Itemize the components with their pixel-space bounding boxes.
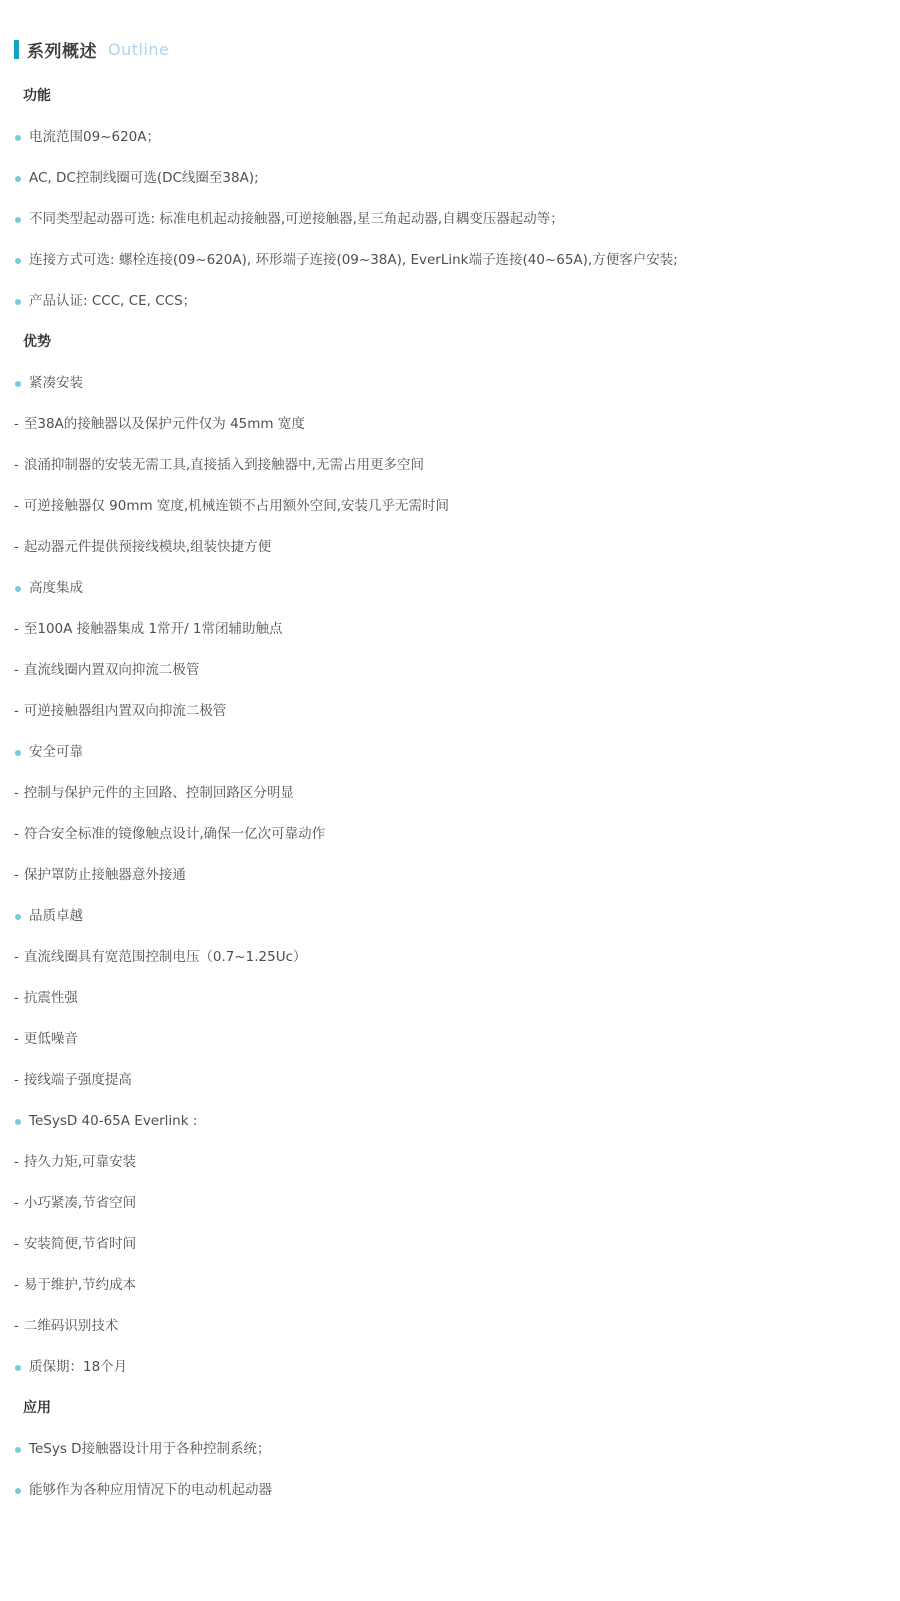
list-item xyxy=(14,456,870,475)
list-item xyxy=(14,1194,870,1213)
list-item xyxy=(14,1071,870,1090)
dash-marker: - xyxy=(14,1195,19,1211)
list-item xyxy=(14,210,870,229)
list-item-text: 抗震性强 xyxy=(23,990,78,1006)
list-item-text: TeSys D接触器设计用于各种控制系统； xyxy=(29,1441,271,1457)
list-item xyxy=(14,907,870,926)
list-item-text: 产品认证: CCC, CE, CCS； xyxy=(29,293,197,309)
list-item xyxy=(14,702,870,721)
content-sections xyxy=(14,87,870,1500)
list-item xyxy=(14,497,870,516)
dash-marker: - xyxy=(14,1277,19,1293)
list-item-text: 符合安全标准的镜像触点设计,确保一亿次可靠动作 xyxy=(23,826,326,842)
bullet-dot-icon xyxy=(15,135,21,141)
list-item-text: 持久力矩,可靠安装 xyxy=(23,1154,137,1170)
list-item xyxy=(14,620,870,639)
list-item-text: AC, DC控制线圈可选(DC线圈至38A); xyxy=(29,170,259,186)
list-item-text: 连接方式可选: 螺栓连接(09~620A), 环形端子连接(09~38A), EverLink端子连接(40~65A),方便客户安装; xyxy=(29,252,678,268)
list-item xyxy=(14,1440,870,1459)
list-item xyxy=(14,415,870,434)
list-item xyxy=(14,1358,870,1377)
subsection-heading: 应用 xyxy=(23,1400,51,1416)
bullet-dot-icon xyxy=(15,1365,21,1371)
title-accent-bar-icon xyxy=(14,40,19,59)
page-title-en: Outline xyxy=(108,39,170,59)
dash-marker: - xyxy=(14,990,19,1006)
page-title xyxy=(14,38,870,60)
dash-marker: - xyxy=(14,826,19,842)
bullet-dot-icon xyxy=(15,1119,21,1125)
list-item xyxy=(14,579,870,598)
dash-marker: - xyxy=(14,949,19,965)
list-item xyxy=(14,1112,870,1131)
dash-marker: - xyxy=(14,1031,19,1047)
subsection-heading: 优势 xyxy=(23,334,51,350)
dash-marker: - xyxy=(14,1318,19,1334)
list-item xyxy=(14,661,870,680)
bullet-dot-icon xyxy=(15,750,21,756)
list-item xyxy=(14,1153,870,1172)
list-item-text: 二维码识别技术 xyxy=(23,1318,119,1334)
list-item xyxy=(14,784,870,803)
list-item-text: 接线端子强度提高 xyxy=(23,1072,132,1088)
list-item xyxy=(14,1030,870,1049)
list-item xyxy=(14,948,870,967)
list-item xyxy=(14,1276,870,1295)
bullet-dot-icon xyxy=(15,176,21,182)
list-item-text: TeSysD 40-65A Everlink : xyxy=(29,1113,198,1129)
list-item-text: 可逆接触器组内置双向抑流二极管 xyxy=(23,703,227,719)
list-item-text: 浪涌抑制器的安装无需工具,直接插入到接触器中,无需占用更多空间 xyxy=(23,457,424,473)
list-item xyxy=(14,1317,870,1336)
subsection-heading: 功能 xyxy=(23,88,51,104)
list-item-text: 质保期：18个月 xyxy=(29,1359,128,1375)
dash-marker: - xyxy=(14,662,19,678)
page-title-zh: 系列概述 xyxy=(27,41,97,62)
dash-marker: - xyxy=(14,416,19,432)
list-item-text: 能够作为各种应用情况下的电动机起动器 xyxy=(29,1482,272,1498)
list-item-text: 直流线圈具有宽范围控制电压（0.7~1.25Uc） xyxy=(23,949,307,965)
list-item-text: 可逆接触器仅 90mm 宽度,机械连锁不占用额外空间,安装几乎无需时间 xyxy=(23,498,450,514)
dash-marker: - xyxy=(14,498,19,514)
dash-marker: - xyxy=(14,621,19,637)
list-item-text: 紧凑安装 xyxy=(29,375,83,391)
list-item xyxy=(14,989,870,1008)
list-item-text: 保护罩防止接触器意外接通 xyxy=(23,867,186,883)
dash-marker: - xyxy=(14,539,19,555)
bullet-dot-icon xyxy=(15,258,21,264)
dash-marker: - xyxy=(14,457,19,473)
bullet-dot-icon xyxy=(15,914,21,920)
bullet-dot-icon xyxy=(15,217,21,223)
dash-marker: - xyxy=(14,785,19,801)
list-item xyxy=(14,743,870,762)
bullet-dot-icon xyxy=(15,1447,21,1453)
dash-marker: - xyxy=(14,1236,19,1252)
list-item-text: 安装简便,节省时间 xyxy=(23,1236,137,1252)
bullet-dot-icon xyxy=(15,1488,21,1494)
list-item-text: 至38A的接触器以及保护元件仅为 45mm 宽度 xyxy=(23,416,305,432)
bullet-dot-icon xyxy=(15,381,21,387)
list-item-text: 小巧紧凑,节省空间 xyxy=(23,1195,137,1211)
list-item xyxy=(14,374,870,393)
list-item xyxy=(14,251,870,270)
list-item xyxy=(14,1235,870,1254)
dash-marker: - xyxy=(14,1154,19,1170)
list-item-text: 直流线圈内置双向抑流二极管 xyxy=(23,662,200,678)
bullet-dot-icon xyxy=(15,299,21,305)
list-item-text: 控制与保护元件的主回路、控制回路区分明显 xyxy=(23,785,294,801)
list-item xyxy=(14,292,870,311)
bullet-dot-icon xyxy=(15,586,21,592)
list-item-text: 更低噪音 xyxy=(23,1031,78,1047)
dash-marker: - xyxy=(14,1072,19,1088)
list-item xyxy=(14,825,870,844)
list-item-text: 高度集成 xyxy=(29,580,83,596)
list-item-text: 至100A 接触器集成 1常开/ 1常闭辅助触点 xyxy=(23,621,283,637)
list-item-text: 安全可靠 xyxy=(29,744,83,760)
dash-marker: - xyxy=(14,703,19,719)
list-item-text: 品质卓越 xyxy=(29,908,83,924)
list-item xyxy=(14,538,870,557)
list-item xyxy=(14,128,870,147)
list-item-text: 不同类型起动器可选: 标准电机起动接触器,可逆接触器,星三角起动器,自耦变压器起动等； xyxy=(29,211,564,227)
list-item xyxy=(14,1481,870,1500)
list-item-text: 易于维护,节约成本 xyxy=(23,1277,137,1293)
list-item xyxy=(14,169,870,188)
list-item-text: 电流范围09~620A； xyxy=(29,129,160,145)
dash-marker: - xyxy=(14,867,19,883)
list-item-text: 起动器元件提供预接线模块,组装快捷方便 xyxy=(23,539,272,555)
list-item xyxy=(14,866,870,885)
